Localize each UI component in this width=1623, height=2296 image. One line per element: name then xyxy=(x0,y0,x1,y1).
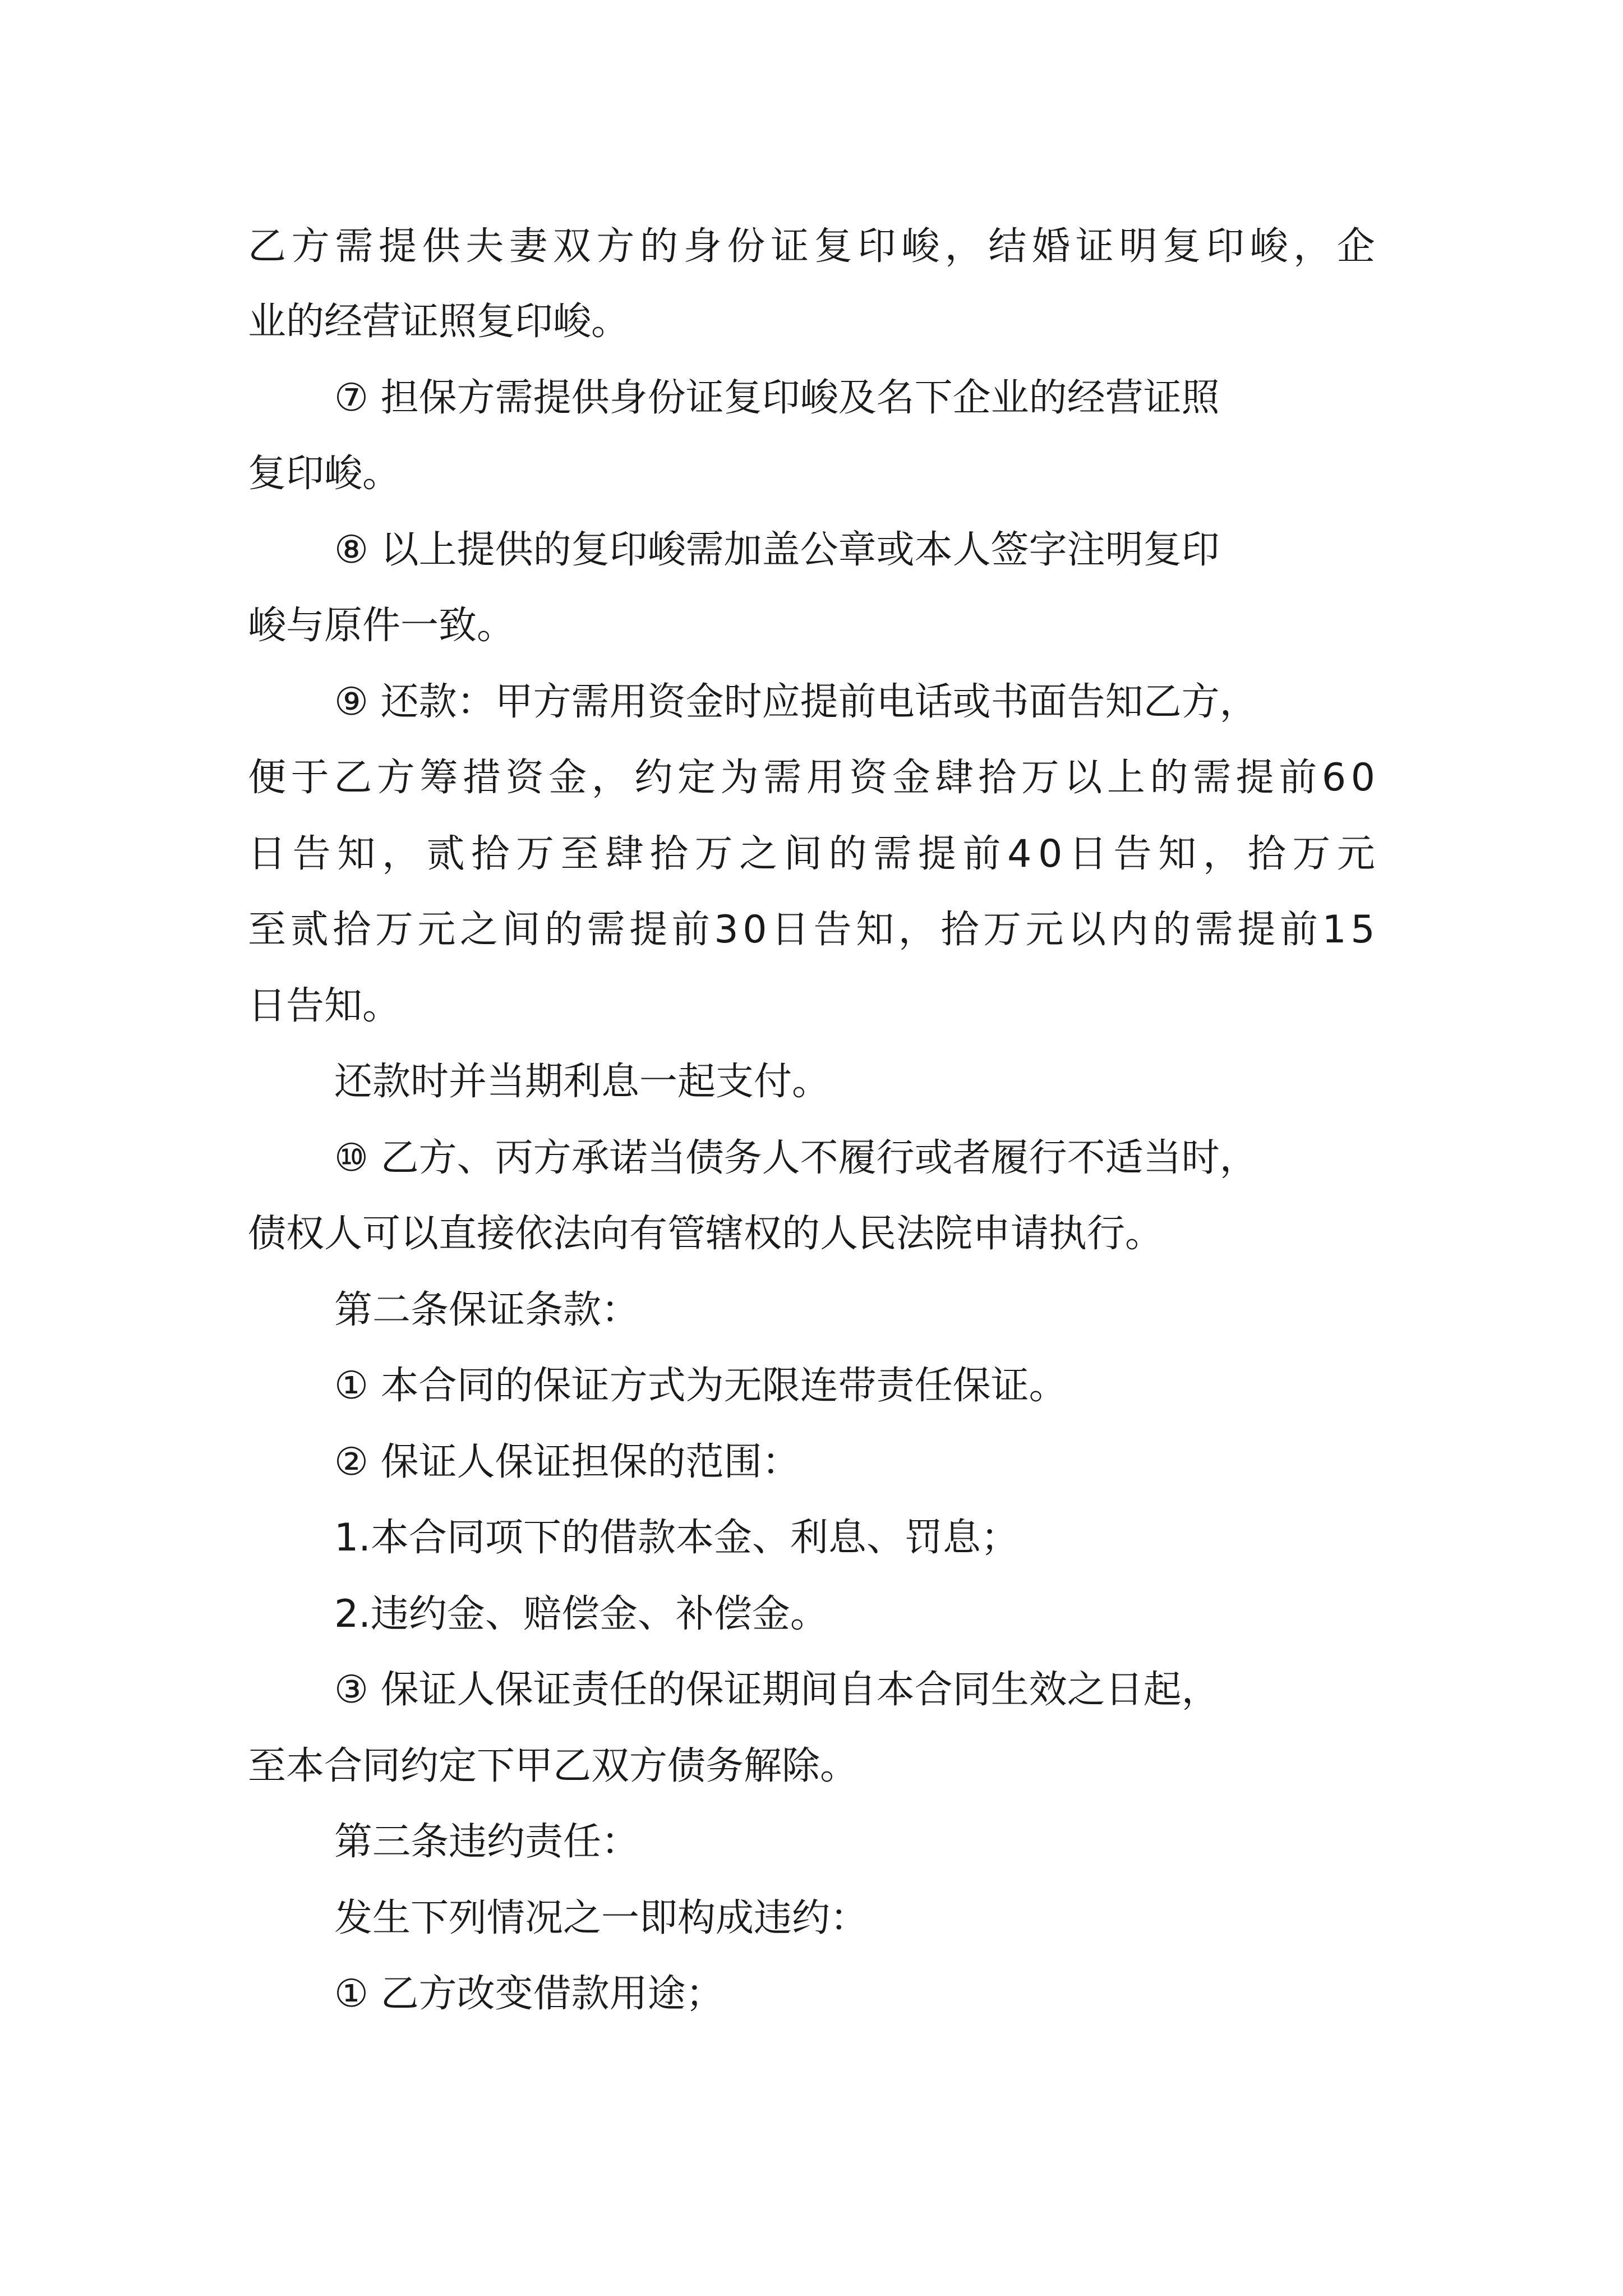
glyph: 4 xyxy=(1007,832,1032,876)
glyph: 日 xyxy=(771,908,810,952)
glyph: 供 xyxy=(422,224,460,269)
glyph: 3 xyxy=(714,908,739,952)
glyph: 0 xyxy=(1350,756,1375,800)
glyph: 的 xyxy=(545,908,583,952)
glyph: 万 xyxy=(375,908,413,952)
glyph: 方 xyxy=(291,224,330,269)
glyph: 金 xyxy=(892,756,930,800)
paragraph-line xyxy=(248,297,629,347)
line-text: 峻与原件一致。 xyxy=(248,604,515,648)
glyph: 婚 xyxy=(1032,224,1071,269)
line-text xyxy=(248,829,1375,880)
glyph: 金 xyxy=(548,756,587,800)
line-text: ① 乙方改变借款用途； xyxy=(334,1972,724,2016)
line-text: 第三条违约责任： xyxy=(334,1820,640,1864)
glyph: 方 xyxy=(596,224,635,269)
glyph: 间 xyxy=(502,908,541,952)
line-text: ③ 保证人保证责任的保证期间自本合同生效之日起， xyxy=(334,1668,1220,1712)
glyph: 需 xyxy=(1193,756,1232,800)
glyph: ， xyxy=(1293,224,1332,269)
glyph: 需 xyxy=(1195,908,1233,952)
line-text: 业的经营证照复印峻。 xyxy=(248,300,630,344)
glyph: 身 xyxy=(683,224,722,269)
list-item-8 xyxy=(334,525,1220,576)
glyph: 元 xyxy=(417,908,456,952)
glyph: 至 xyxy=(248,908,287,952)
glyph: 资 xyxy=(849,756,888,800)
glyph: ， xyxy=(944,224,983,269)
glyph: 夫 xyxy=(465,224,504,269)
glyph: 乙 xyxy=(334,756,372,800)
glyph: 方 xyxy=(376,756,415,800)
glyph: 的 xyxy=(1150,756,1188,800)
glyph: 筹 xyxy=(419,756,458,800)
line-text: ⑨ 还款：甲方需用资金时应提前电话或书面告知乙方， xyxy=(334,680,1258,724)
glyph: 乙 xyxy=(248,224,287,269)
glyph: 0 xyxy=(743,908,767,952)
glyph: 提 xyxy=(1237,908,1276,952)
glyph: 元 xyxy=(1025,908,1064,952)
paragraph-line xyxy=(248,905,1375,955)
glyph: 5 xyxy=(1350,908,1375,952)
glyph: 份 xyxy=(727,224,766,269)
glyph: 万 xyxy=(694,832,733,876)
glyph: 日 xyxy=(1068,832,1107,876)
paragraph-line xyxy=(248,449,400,499)
glyph: 提 xyxy=(379,224,417,269)
glyph: 知 xyxy=(1158,832,1197,876)
glyph: 的 xyxy=(828,832,867,876)
line-text xyxy=(248,753,1375,803)
list-item-1 xyxy=(334,1361,1067,1411)
glyph: 企 xyxy=(1336,224,1375,269)
line-text: 1.本合同项下的借款本金、利息、罚息； xyxy=(334,1516,1019,1560)
glyph: 约 xyxy=(634,756,673,800)
paragraph-line xyxy=(334,1057,830,1107)
line-text: 2.违约金、赔偿金、补偿金。 xyxy=(334,1592,828,1636)
glyph: 证 xyxy=(1075,224,1114,269)
section-heading xyxy=(334,1817,639,1867)
paragraph-line xyxy=(248,601,515,651)
glyph: 证 xyxy=(771,224,809,269)
line-text: 复印峻。 xyxy=(248,452,401,496)
line-text: 还款时并当期利息一起支付。 xyxy=(334,1060,831,1104)
glyph: 贰 xyxy=(426,832,465,876)
line-text: ① 本合同的保证方式为无限连带责任保证。 xyxy=(334,1364,1067,1408)
glyph: 以 xyxy=(1064,756,1103,800)
glyph: 内 xyxy=(1110,908,1149,952)
sub-item-1 xyxy=(334,1513,1019,1563)
glyph: 肆 xyxy=(935,756,974,800)
paragraph-line xyxy=(248,1209,1163,1259)
glyph: 复 xyxy=(1163,224,1201,269)
glyph: 妻 xyxy=(509,224,548,269)
glyph: 万 xyxy=(515,832,554,876)
glyph: 明 xyxy=(1119,224,1158,269)
glyph: 拾 xyxy=(471,832,510,876)
glyph: 印 xyxy=(1206,224,1244,269)
glyph: 提 xyxy=(917,832,956,876)
line-text: 日告知。 xyxy=(248,984,401,1028)
list-item-9 xyxy=(334,677,1258,728)
paragraph-line xyxy=(248,753,1375,803)
glyph: 告 xyxy=(1113,832,1152,876)
glyph: 万 xyxy=(983,908,1021,952)
glyph: 于 xyxy=(291,756,329,800)
glyph: 峻 xyxy=(1249,224,1288,269)
line-text xyxy=(248,905,1375,955)
line-text: ⑩ 乙方、丙方承诺当债务人不履行或者履行不适当时， xyxy=(334,1136,1258,1180)
glyph: 拾 xyxy=(978,756,1017,800)
glyph: 前 xyxy=(671,908,710,952)
glyph: 印 xyxy=(857,224,896,269)
sub-item-2 xyxy=(334,1589,828,1640)
glyph: 定 xyxy=(677,756,716,800)
glyph: ， xyxy=(898,908,937,952)
glyph: 为 xyxy=(720,756,759,800)
glyph: 肆 xyxy=(605,832,644,876)
glyph: 的 xyxy=(640,224,679,269)
glyph: 前 xyxy=(962,832,1001,876)
line-text: 债权人可以直接依法向有管辖权的人民法院申请执行。 xyxy=(248,1212,1164,1256)
glyph: 前 xyxy=(1279,908,1318,952)
line-text xyxy=(248,222,1375,272)
glyph: 需 xyxy=(587,908,625,952)
line-text: ⑦ 担保方需提供身份证复印峻及名下企业的经营证照 xyxy=(334,376,1220,420)
section-heading xyxy=(334,1285,639,1336)
paragraph-line xyxy=(248,829,1375,880)
glyph: 前 xyxy=(1279,756,1317,800)
glyph: 复 xyxy=(814,224,852,269)
glyph: 措 xyxy=(462,756,501,800)
glyph: 需 xyxy=(763,756,802,800)
glyph: 1 xyxy=(1322,908,1347,952)
glyph: 拾 xyxy=(940,908,979,952)
paragraph-line xyxy=(248,222,1375,272)
glyph: 的 xyxy=(1152,908,1191,952)
glyph: 需 xyxy=(335,224,374,269)
list-item-1 xyxy=(334,1969,724,2019)
glyph: ， xyxy=(591,756,630,800)
glyph: 之 xyxy=(739,832,778,876)
glyph: 双 xyxy=(552,224,591,269)
glyph: 至 xyxy=(560,832,599,876)
glyph: 拾 xyxy=(649,832,688,876)
line-text: 至本合同约定下甲乙双方债务解除。 xyxy=(248,1744,859,1788)
list-item-7 xyxy=(334,373,1220,424)
glyph: 贰 xyxy=(290,908,329,952)
glyph: 日 xyxy=(248,832,287,876)
paragraph-line xyxy=(248,1741,858,1792)
glyph: 用 xyxy=(806,756,845,800)
glyph: 0 xyxy=(1038,832,1063,876)
glyph: 需 xyxy=(873,832,912,876)
glyph: 便 xyxy=(248,756,287,800)
line-text: 发生下列情况之一即构成违约： xyxy=(334,1896,869,1940)
line-text: 第二条保证条款： xyxy=(334,1288,640,1332)
glyph: 结 xyxy=(988,224,1027,269)
glyph: 拾 xyxy=(1247,832,1286,876)
glyph: 资 xyxy=(505,756,544,800)
list-item-10 xyxy=(334,1133,1258,1184)
glyph: 提 xyxy=(629,908,668,952)
list-item-2 xyxy=(334,1437,800,1488)
glyph: 6 xyxy=(1321,756,1347,800)
glyph: 万 xyxy=(1292,832,1331,876)
paragraph-line xyxy=(248,981,400,1032)
glyph: 告 xyxy=(813,908,852,952)
list-item-3 xyxy=(334,1665,1220,1715)
glyph: 知 xyxy=(856,908,895,952)
glyph: 上 xyxy=(1106,756,1145,800)
glyph: 之 xyxy=(459,908,498,952)
line-text: ⑧ 以上提供的复印峻需加盖公章或本人签字注明复印 xyxy=(334,528,1220,572)
line-text: ② 保证人保证担保的范围： xyxy=(334,1440,800,1484)
glyph: 知 xyxy=(337,832,376,876)
glyph: 元 xyxy=(1336,832,1375,876)
glyph: 间 xyxy=(783,832,822,876)
glyph: 提 xyxy=(1235,756,1274,800)
glyph: 以 xyxy=(1068,908,1106,952)
glyph: ， xyxy=(381,832,420,876)
glyph: ， xyxy=(1202,832,1241,876)
glyph: 峻 xyxy=(901,224,940,269)
glyph: 万 xyxy=(1021,756,1059,800)
glyph: 告 xyxy=(292,832,331,876)
glyph: 拾 xyxy=(333,908,371,952)
paragraph-line xyxy=(334,1893,868,1944)
